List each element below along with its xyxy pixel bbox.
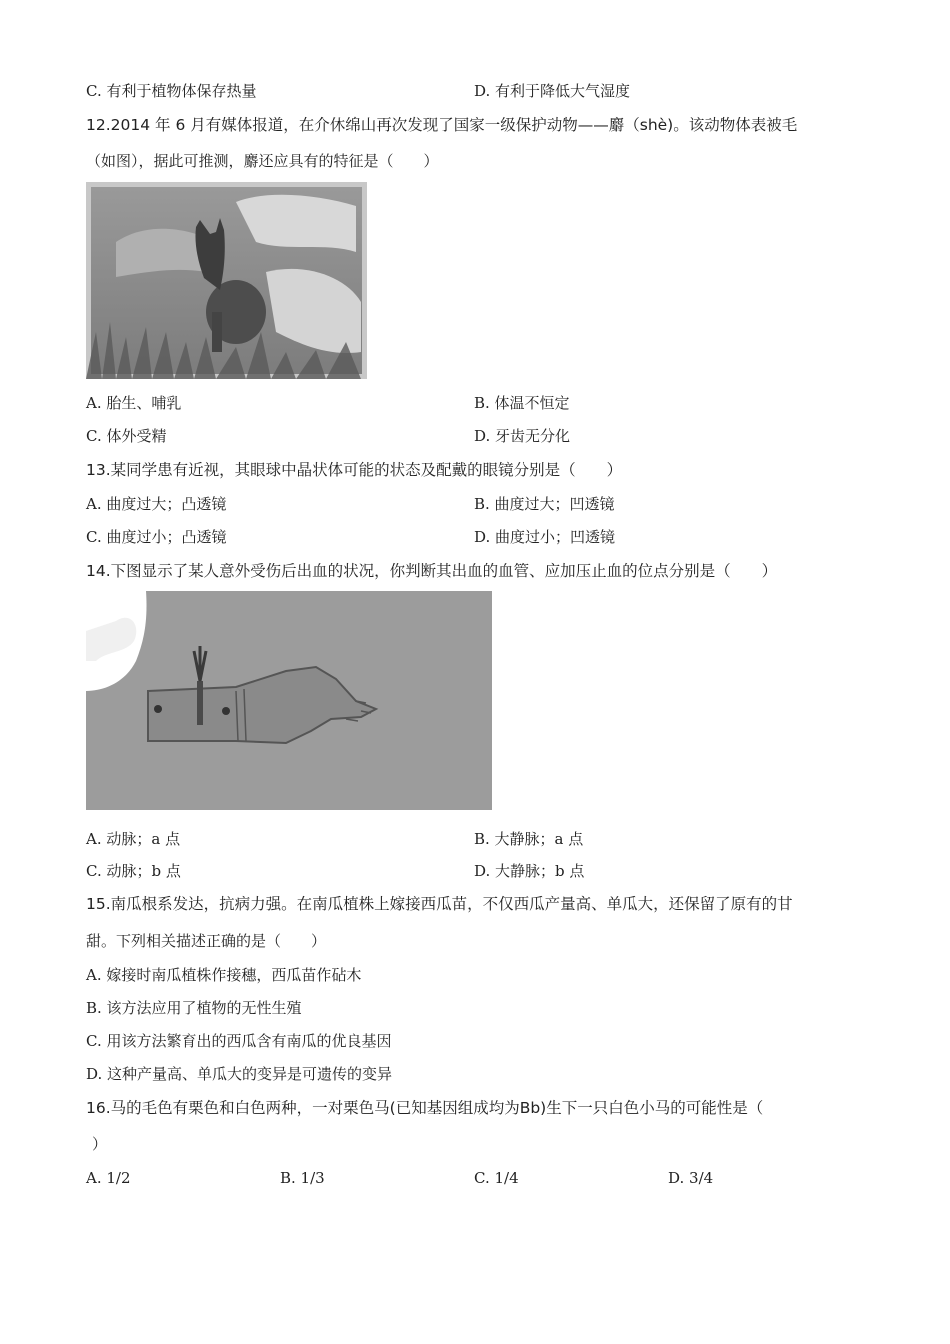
q12-option-d: D. 牙齿无分化 xyxy=(474,427,571,445)
q12-stem-line2: （如图），据此可推测，麝还应具有的特征是（ ） xyxy=(86,152,439,170)
q16-option-a: A. 1/2 xyxy=(86,1169,131,1187)
q12-option-b: B. 体温不恒定 xyxy=(474,394,570,412)
q11-option-c: C. 有利于植物体保存热量 xyxy=(86,82,257,100)
q12-stem-line1: 12.2014 年 6 月有媒体报道，在介休绵山再次发现了国家一级保护动物——麝（shè)。该动物体表被毛 xyxy=(86,116,798,134)
q15-option-c: C. 用该方法繁育出的西瓜含有南瓜的优良基因 xyxy=(86,1032,392,1050)
bleeding-arm-illustration xyxy=(86,591,492,810)
q13-option-d: D. 曲度过小；凹透镜 xyxy=(474,528,616,546)
q14-option-d: D. 大静脉；b 点 xyxy=(474,862,585,880)
q16-option-b: B. 1/3 xyxy=(280,1169,325,1187)
q14-option-a: A. 动脉；a 点 xyxy=(86,830,181,848)
q15-option-b: B. 该方法应用了植物的无性生殖 xyxy=(86,999,302,1017)
q14-stem: 14.下图显示了某人意外受伤后出血的状况，你判断其出血的血管、应加压止血的位点分别是（ ） xyxy=(86,562,778,580)
q14-option-c: C. 动脉；b 点 xyxy=(86,862,181,880)
q15-stem-line1: 15.南瓜根系发达，抗病力强。在南瓜植株上嫁接西瓜苗，不仅西瓜产量高、单瓜大，还保留了原有的甘 xyxy=(86,895,793,913)
q16-stem-line2: ） xyxy=(92,1135,108,1153)
musk-deer-illustration xyxy=(86,182,367,379)
q14-option-b: B. 大静脉；a 点 xyxy=(474,830,584,848)
q15-option-d: D. 这种产量高、单瓜大的变异是可遗传的变异 xyxy=(86,1065,393,1083)
q12-option-c: C. 体外受精 xyxy=(86,427,167,445)
q11-option-d: D. 有利于降低大气湿度 xyxy=(474,82,631,100)
q13-stem: 13.某同学患有近视，其眼球中晶状体可能的状态及配戴的眼镜分别是（ ） xyxy=(86,461,623,479)
q16-option-c: C. 1/4 xyxy=(474,1169,519,1187)
q16-option-d: D. 3/4 xyxy=(668,1169,714,1187)
bleeding-arm-photo xyxy=(86,591,492,810)
q13-option-c: C. 曲度过小；凸透镜 xyxy=(86,528,227,546)
q15-option-a: A. 嫁接时南瓜植株作接穗，西瓜苗作砧木 xyxy=(86,966,362,984)
musk-deer-photo xyxy=(86,182,367,379)
q15-stem-line2: 甜。下列相关描述正确的是（ ） xyxy=(86,932,327,950)
q13-option-a: A. 曲度过大；凸透镜 xyxy=(86,495,227,513)
q12-option-a: A. 胎生、哺乳 xyxy=(86,394,182,412)
q13-option-b: B. 曲度过大；凹透镜 xyxy=(474,495,615,513)
q16-stem-line1: 16.马的毛色有栗色和白色两种，一对栗色马(已知基因组成均为Bb)生下一只白色小马的可能性是（ xyxy=(86,1099,764,1117)
